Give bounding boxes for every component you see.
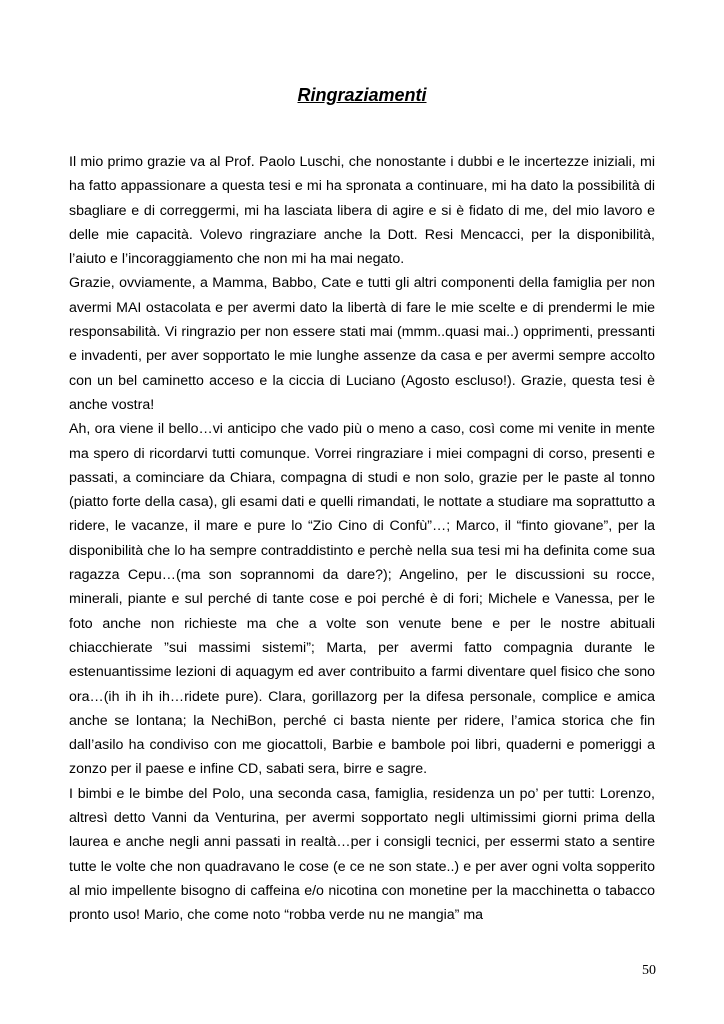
paragraph-thanks-classmates: Ah, ora viene il bello…vi anticipo che vado più o meno a caso, così come mi venite in mente ma spero di ricordarvi tutti comunque. Vorrei ringraziare i miei compagni di corso, presenti e passati, a cominciare da Chiara, compagna di studi e non solo, grazie per le paste al tonno (piatto forte della casa), gli esami dati e quelli rimandati, le nottate a studiare ma soprattutto a ridere, le vacanze, il mare e pure lo “Zio Cino di Confù”…; Marco, il “finto giovane”, per la disponibilità che lo ha sempre contraddistinto e perchè nella sua tesi mi ha definita come sua ragazza Cepu…(ma son soprannomi da dare?); Angelino, per le discussioni su rocce, minerali, piante e sul perché di tante cose e poi perché è di fori; Michele e Vanessa, per le foto anche non richieste ma che a volte son venute bene e per le nostre abituali chiacchierate ”sui massimi sistemi”; Marta, per avermi fatto compagnia durante le estenuantissime lezioni di aquagym ed aver contribuito a farmi diventare quel fisico che sono ora…(ih ih ih ih…ridete pure). Clara, gorillazorg per la difesa personale, complice e amica anche se lontana; la NechiBon, perché ci basta niente per ridere, l’amica storica che fin dall’asilo ha condiviso con me giocattoli, Barbie e bambole poi libri, quaderni e pomeriggi a zonzo per il paese e infine CD, sabati sera, birre e sagre. [69,421,655,778]
page-title: Ringraziamenti [297,85,427,105]
paragraph-thanks-family: Grazie, ovviamente, a Mamma, Babbo, Cate e tutti gli altri componenti della famiglia per non avermi MAI ostacolata e per avermi dato la libertà di fare le mie scelte e di prendermi le mie responsabilità. Vi ringrazio per non essere stati mai (mmm..quasi mai..) opprimenti, pressanti e invadenti, per aver sopportato le mie lunghe assenze da casa e per avermi sempre accolto con un bel caminetto acceso e la ciccia di Luciano (Agosto escluso!). Grazie, questa tesi è anche vostra! [69,275,655,413]
body-text [69,150,655,928]
page-number: 50 [642,963,656,978]
paragraph-thanks-polo: I bimbi e le bimbe del Polo, una seconda casa, famiglia, residenza un po’ per tutti: Lorenzo, altresì detto Vanni da Venturina, per avermi sopportato negli ultimissimi giorni prima della laurea e anche negli anni passati in realtà…per i consigli tecnici, per essermi stato a sentire tutte le volte che non quadravano le cose (e ce ne son state..) e per aver ogni volta sopperito al mio impellente bisogno di caffeina e/o nicotina con monetine per la macchinetta o tabacco pronto uso! Mario, che come noto “robba verde nu ne mangia” ma [69,785,655,924]
paragraph-thanks-supervisors: Il mio primo grazie va al Prof. Paolo Luschi, che nonostante i dubbi e le incertezze iniziali, mi ha fatto appassionare a questa tesi e mi ha spronata a continuare, mi ha dato la possibilità di sbagliare e di correggermi, mi ha lasciata libera di agire e si è fidato di me, del mio lavoro e delle mie capacità. Volevo ringraziare anche la Dott. Resi Mencacci, per la disponibilità, l’aiuto e l’incoraggiamento che non mi ha mai negato. [69,154,655,268]
